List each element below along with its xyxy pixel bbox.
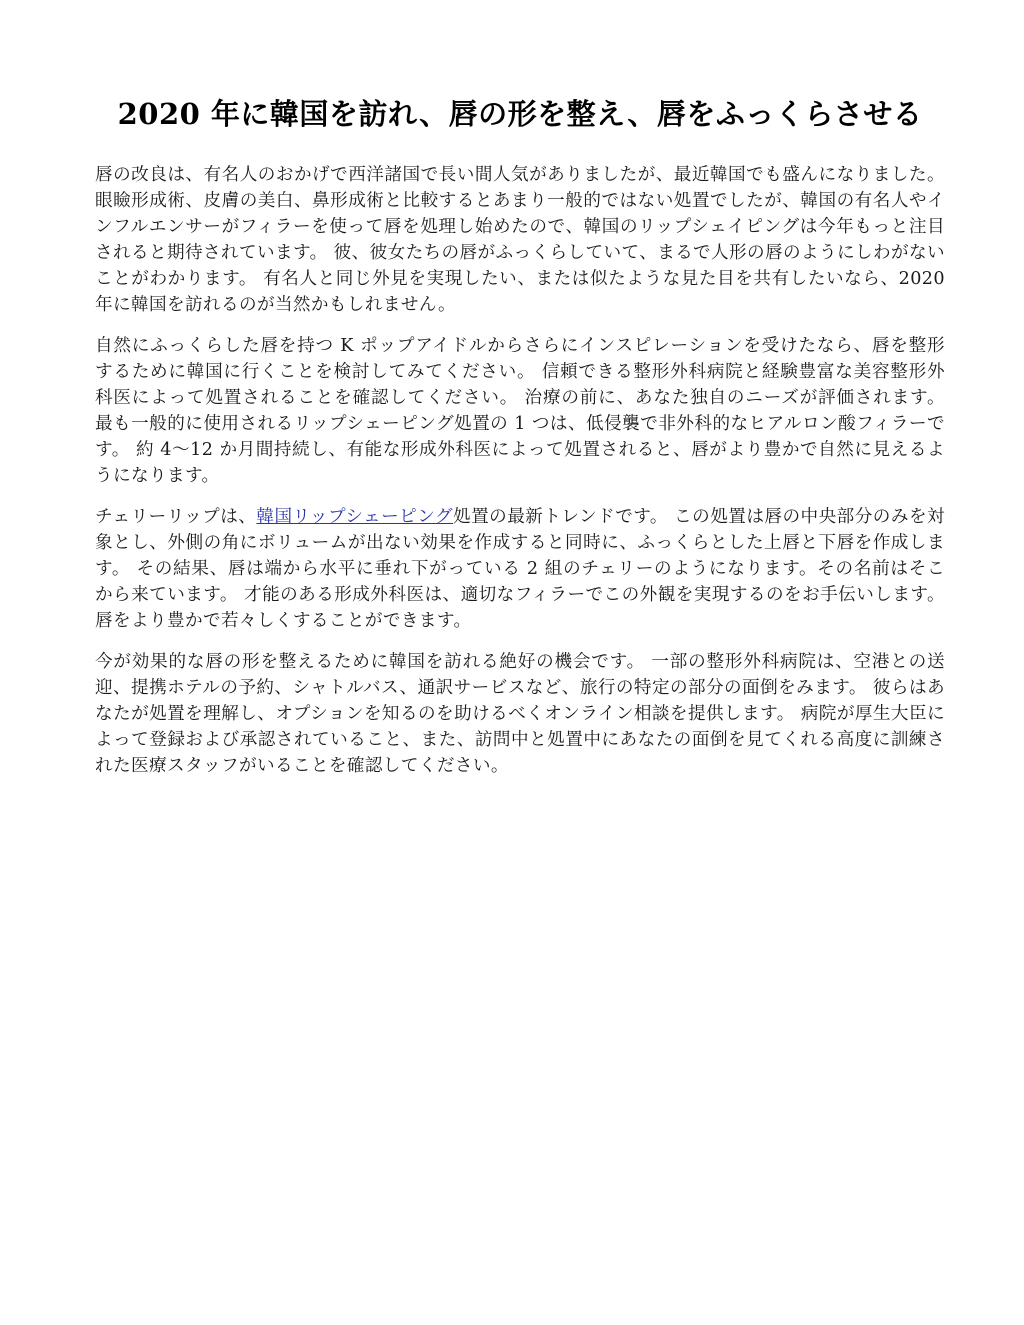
paragraph-cherry-lips-body: 処置の最新トレンドです。 この処置は唇の中央部分のみを対象とし、外側の角にボリュームが出ない効果を作成すると同時に、ふっくらとした上唇と下唇を作成します。 その結果、唇は端から水平に垂れ下がっている 2 組のチェリーのようになります。その名前はそこから来ています。 才能のある形成外科医は、適切なフィラーでこの外観を実現するのをお手伝いします。 唇をより豊かで若々しくすることができます。 [95,507,946,631]
korea-lip-shaping-link[interactable]: 韓国リップシェーピング [256,507,454,527]
paragraph-cherry-lips-intro: チェリーリップは、 [95,507,257,527]
paragraph-cherry-lips [95,504,945,634]
document-page [95,92,945,794]
paragraph-celebrity-influence: 唇の改良は、有名人のおかげで西洋諸国で長い間人気がありましたが、最近韓国でも盛んになりました。 眼瞼形成術、皮膚の美白、鼻形成術と比較するとあまり一般的ではない処置でしたが、韓国の有名人やインフルエンサーがフィラーを使って唇を処理し始めたので、韓国のリップシェイピングは今年もっと注目されると期待されています。 彼、彼女たちの唇がふっくらしていて、まるで人形の唇のようにしわがないことがわかります。 有名人と同じ外見を実現したい、または似たような見た目を共有したいなら、2020 年に韓国を訪れるのが当然かもしれません。 [95,165,945,315]
document-title: 2020 年に韓国を訪れ、唇の形を整え、唇をふっくらさせる [117,97,923,131]
paragraph-kpop-inspiration: 自然にふっくらした唇を持つ K ポップアイドルからさらにインスピレーションを受けたなら、唇を整形するために韓国に行くことを検討してみてください。 信頼できる整形外科病院と経験豊富な美容整形外科医によって処置されることを確認してください。 治療の前に、あなた独自のニーズが評価されます。 最も一般的に使用されるリップシェーピング処置の 1 つは、低侵襲で非外科的なヒアルロン酸フィラーです。 約 4〜12 か月間持続し、有能な形成外科医によって処置されると、唇がより豊かで自然に見えるようになります。 [95,336,945,486]
paragraph-visit-korea: 今が効果的な唇の形を整えるために韓国を訪れる絶好の機会です。 一部の整形外科病院は、空港との送迎、提携ホテルの予約、シャトルバス、通訳サービスなど、旅行の特定の部分の面倒をみます。 彼らはあなたが処置を理解し、オプションを知るのを助けるべくオンライン相談を提供します。 病院が厚生大臣によって登録および承認されていること、また、訪問中と処置中にあなたの面倒を見てくれる高度に訓練された医療スタッフがいることを確認してください。 [95,652,945,776]
